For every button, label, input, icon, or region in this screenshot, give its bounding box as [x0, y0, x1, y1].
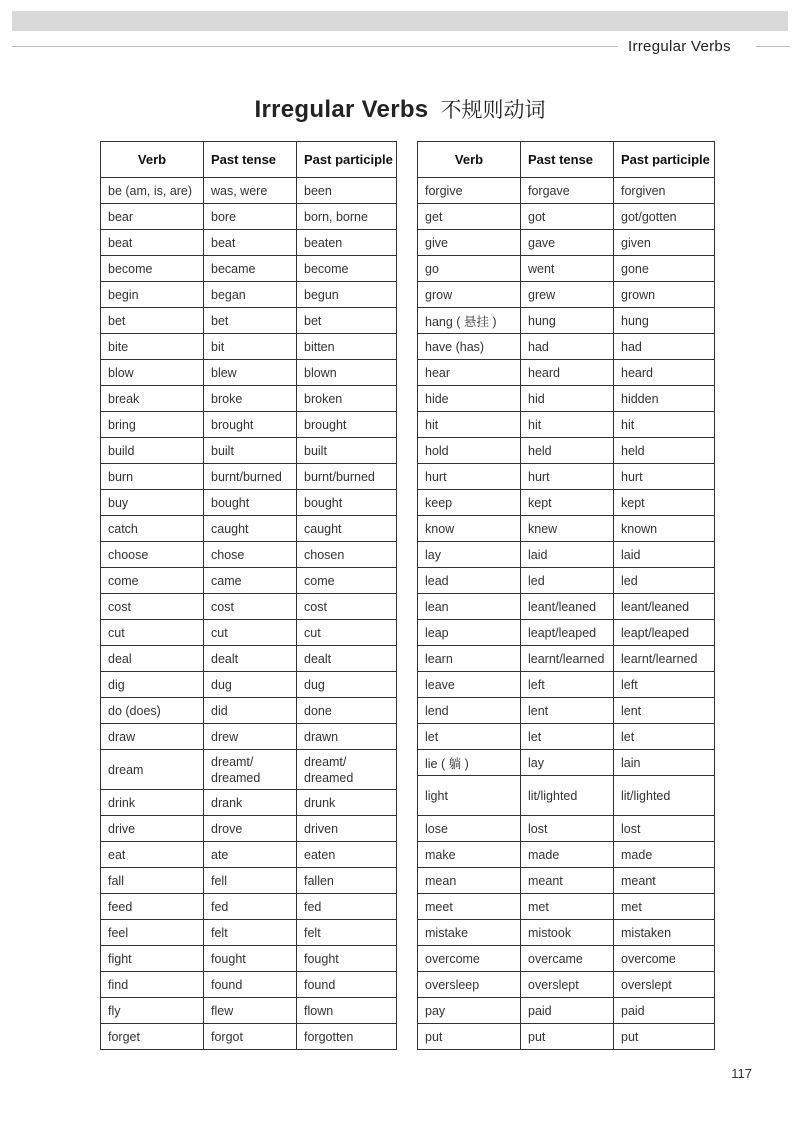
verb-cell: bear [101, 204, 204, 230]
verb-cell: leap [418, 620, 521, 646]
past-tense-cell: went [521, 256, 614, 282]
past-participle-cell: cut [297, 620, 397, 646]
table-row [418, 868, 715, 894]
past-tense-cell: beat [204, 230, 297, 256]
table-row [101, 790, 397, 816]
page-title [0, 94, 800, 124]
table-row [418, 594, 715, 620]
verb-cell: find [101, 972, 204, 998]
past-tense-cell: chose [204, 542, 297, 568]
verb-cell: know [418, 516, 521, 542]
past-participle-cell: brought [297, 412, 397, 438]
verb-cell: make [418, 842, 521, 868]
table-row [418, 438, 715, 464]
verb-table-right [417, 141, 715, 1050]
past-tense-cell: meant [521, 868, 614, 894]
past-tense-cell: did [204, 698, 297, 724]
past-tense-cell: had [521, 334, 614, 360]
past-tense-cell: burnt/burned [204, 464, 297, 490]
table-row [418, 230, 715, 256]
table-row [101, 438, 397, 464]
past-tense-cell: mistook [521, 920, 614, 946]
past-tense-cell: lost [521, 816, 614, 842]
past-participle-cell: hurt [614, 464, 715, 490]
past-participle-cell: had [614, 334, 715, 360]
past-tense-cell: bought [204, 490, 297, 516]
table-row [418, 178, 715, 204]
table-row [101, 490, 397, 516]
past-participle-cell: mistaken [614, 920, 715, 946]
past-tense-cell: found [204, 972, 297, 998]
verb-cell: burn [101, 464, 204, 490]
verb-cell: lean [418, 594, 521, 620]
table-row [418, 998, 715, 1024]
past-participle-cell: grown [614, 282, 715, 308]
table-row [101, 972, 397, 998]
table-row [418, 750, 715, 776]
verb-cell: be (am, is, are) [101, 178, 204, 204]
past-participle-cell: bitten [297, 334, 397, 360]
verb-cell: catch [101, 516, 204, 542]
past-participle-cell: gone [614, 256, 715, 282]
past-participle-cell: dug [297, 672, 397, 698]
past-participle-cell: caught [297, 516, 397, 542]
verb-cell: become [101, 256, 204, 282]
column-header-past-participle: Past participle [297, 142, 397, 178]
past-tense-cell: bet [204, 308, 297, 334]
page-title-chinese: 不规则动词 [440, 98, 546, 122]
past-tense-cell: built [204, 438, 297, 464]
table-row [101, 920, 397, 946]
past-participle-cell: led [614, 568, 715, 594]
verb-cell: mistake [418, 920, 521, 946]
verb-cell: do (does) [101, 698, 204, 724]
past-tense-cell: hit [521, 412, 614, 438]
verb-cell: go [418, 256, 521, 282]
past-participle-cell: eaten [297, 842, 397, 868]
past-tense-cell: left [521, 672, 614, 698]
table-row [418, 816, 715, 842]
table-row [101, 842, 397, 868]
past-tense-cell: got [521, 204, 614, 230]
past-tense-cell: dealt [204, 646, 297, 672]
verb-cell: deal [101, 646, 204, 672]
past-tense-cell: kept [521, 490, 614, 516]
verb-cell: hear [418, 360, 521, 386]
table-row [101, 386, 397, 412]
table-row [418, 204, 715, 230]
past-participle-cell: bought [297, 490, 397, 516]
verb-cell: bring [101, 412, 204, 438]
column-header-past-participle: Past participle [614, 142, 715, 178]
verb-cell: feel [101, 920, 204, 946]
past-participle-cell: lain [614, 750, 715, 776]
table-row [101, 868, 397, 894]
header-rule-right [756, 46, 790, 47]
verb-cell: dig [101, 672, 204, 698]
table-row [101, 724, 397, 750]
table-row [101, 282, 397, 308]
verb-cell: fight [101, 946, 204, 972]
table-row [101, 894, 397, 920]
table-row [418, 412, 715, 438]
running-head: Irregular Verbs [628, 38, 731, 55]
past-participle-cell: drawn [297, 724, 397, 750]
verb-cell: fly [101, 998, 204, 1024]
verb-cell: fall [101, 868, 204, 894]
past-participle-cell: made [614, 842, 715, 868]
verb-cell: forget [101, 1024, 204, 1050]
past-tense-cell: hung [521, 308, 614, 334]
past-tense-cell: held [521, 438, 614, 464]
verb-cell: lie ( 躺 ) [418, 750, 521, 776]
past-participle-cell: lost [614, 816, 715, 842]
table-header-row [418, 142, 715, 178]
past-participle-cell: overslept [614, 972, 715, 998]
past-participle-cell: met [614, 894, 715, 920]
past-participle-cell: hidden [614, 386, 715, 412]
past-tense-cell: drew [204, 724, 297, 750]
past-participle-cell: hit [614, 412, 715, 438]
past-participle-cell: fought [297, 946, 397, 972]
past-tense-cell: became [204, 256, 297, 282]
past-tense-cell: forgave [521, 178, 614, 204]
verb-cell: draw [101, 724, 204, 750]
table-row [101, 568, 397, 594]
verb-cell: lay [418, 542, 521, 568]
past-participle-cell: beaten [297, 230, 397, 256]
past-participle-cell: leapt/leaped [614, 620, 715, 646]
past-participle-cell: chosen [297, 542, 397, 568]
past-tense-cell: drove [204, 816, 297, 842]
past-tense-cell: cost [204, 594, 297, 620]
past-participle-cell: meant [614, 868, 715, 894]
table-row [101, 946, 397, 972]
past-participle-cell: begun [297, 282, 397, 308]
table-row [418, 568, 715, 594]
past-tense-cell: gave [521, 230, 614, 256]
past-tense-cell: brought [204, 412, 297, 438]
past-participle-cell: kept [614, 490, 715, 516]
header-rule-left [12, 46, 618, 47]
verb-cell: break [101, 386, 204, 412]
verb-cell: oversleep [418, 972, 521, 998]
past-participle-cell: flown [297, 998, 397, 1024]
past-participle-cell: forgiven [614, 178, 715, 204]
past-participle-cell: heard [614, 360, 715, 386]
table-row [418, 490, 715, 516]
table-row [418, 620, 715, 646]
verb-cell: lose [418, 816, 521, 842]
verb-cell: light [418, 776, 521, 816]
verb-cell: leave [418, 672, 521, 698]
table-row [101, 750, 397, 790]
past-tense-cell: knew [521, 516, 614, 542]
past-participle-cell: learnt/learned [614, 646, 715, 672]
page-title-english: Irregular Verbs [254, 96, 429, 123]
past-tense-cell: flew [204, 998, 297, 1024]
verb-cell: buy [101, 490, 204, 516]
past-participle-cell: broken [297, 386, 397, 412]
table-row [418, 1024, 715, 1050]
past-participle-cell: done [297, 698, 397, 724]
past-tense-cell: began [204, 282, 297, 308]
verb-table-left [100, 141, 397, 1050]
table-row [418, 946, 715, 972]
verb-cell: cut [101, 620, 204, 646]
past-tense-cell: bit [204, 334, 297, 360]
verb-cell: lend [418, 698, 521, 724]
past-tense-cell: grew [521, 282, 614, 308]
table-row [101, 464, 397, 490]
table-row [418, 646, 715, 672]
table-row [418, 516, 715, 542]
table-row [418, 282, 715, 308]
past-participle-cell: dealt [297, 646, 397, 672]
table-row [101, 204, 397, 230]
table-row [418, 842, 715, 868]
verb-cell: learn [418, 646, 521, 672]
past-tense-cell: dreamt/ dreamed [204, 750, 297, 790]
past-participle-cell: bet [297, 308, 397, 334]
past-tense-cell: hid [521, 386, 614, 412]
past-tense-cell: paid [521, 998, 614, 1024]
past-tense-cell: ate [204, 842, 297, 868]
verb-cell: have (has) [418, 334, 521, 360]
verb-cell: meet [418, 894, 521, 920]
verb-cell: blow [101, 360, 204, 386]
past-tense-cell: felt [204, 920, 297, 946]
past-participle-cell: come [297, 568, 397, 594]
column-header-past-tense: Past tense [521, 142, 614, 178]
past-participle-cell: drunk [297, 790, 397, 816]
past-tense-cell: heard [521, 360, 614, 386]
verb-cell: let [418, 724, 521, 750]
past-tense-cell: broke [204, 386, 297, 412]
verb-cell: eat [101, 842, 204, 868]
table-row [101, 230, 397, 256]
past-participle-cell: overcome [614, 946, 715, 972]
past-tense-cell: made [521, 842, 614, 868]
verb-cell: feed [101, 894, 204, 920]
past-tense-cell: hurt [521, 464, 614, 490]
past-tense-cell: lent [521, 698, 614, 724]
table-row [418, 894, 715, 920]
past-participle-cell: got/gotten [614, 204, 715, 230]
past-participle-cell: fed [297, 894, 397, 920]
verb-cell: choose [101, 542, 204, 568]
past-tense-cell: cut [204, 620, 297, 646]
table-row [101, 816, 397, 842]
past-tense-cell: put [521, 1024, 614, 1050]
verb-cell: forgive [418, 178, 521, 204]
verb-cell: put [418, 1024, 521, 1050]
past-participle-cell: dreamt/ dreamed [297, 750, 397, 790]
past-tense-cell: forgot [204, 1024, 297, 1050]
table-row [101, 360, 397, 386]
verb-cell: dream [101, 750, 204, 790]
table-row [418, 334, 715, 360]
past-participle-cell: burnt/burned [297, 464, 397, 490]
verb-cell: grow [418, 282, 521, 308]
past-participle-cell: born, borne [297, 204, 397, 230]
past-tense-cell: came [204, 568, 297, 594]
verb-cell: build [101, 438, 204, 464]
verb-cell: lead [418, 568, 521, 594]
table-row [418, 256, 715, 282]
table-row [101, 516, 397, 542]
table-row [418, 360, 715, 386]
past-participle-cell: felt [297, 920, 397, 946]
past-participle-cell: given [614, 230, 715, 256]
past-tense-cell: fed [204, 894, 297, 920]
past-tense-cell: leapt/leaped [521, 620, 614, 646]
table-row [101, 178, 397, 204]
verb-cell: bet [101, 308, 204, 334]
past-tense-cell: led [521, 568, 614, 594]
verb-cell: hurt [418, 464, 521, 490]
table-row [418, 308, 715, 334]
column-header-verb: Verb [418, 142, 521, 178]
past-tense-cell: laid [521, 542, 614, 568]
past-participle-cell: left [614, 672, 715, 698]
table-row [101, 646, 397, 672]
verb-cell: mean [418, 868, 521, 894]
past-tense-cell: overcame [521, 946, 614, 972]
past-participle-cell: lent [614, 698, 715, 724]
past-participle-cell: cost [297, 594, 397, 620]
table-row [418, 542, 715, 568]
past-participle-cell: found [297, 972, 397, 998]
verb-cell: bite [101, 334, 204, 360]
table-row [418, 464, 715, 490]
top-gray-bar [12, 11, 788, 31]
verb-cell: cost [101, 594, 204, 620]
table-row [101, 620, 397, 646]
past-tense-cell: learnt/learned [521, 646, 614, 672]
column-header-past-tense: Past tense [204, 142, 297, 178]
table-row [418, 724, 715, 750]
verb-cell: drive [101, 816, 204, 842]
table-row [101, 256, 397, 282]
table-row [418, 386, 715, 412]
verb-cell: overcome [418, 946, 521, 972]
past-participle-cell: lit/lighted [614, 776, 715, 816]
table-row [418, 972, 715, 998]
past-tense-cell: caught [204, 516, 297, 542]
past-tense-cell: dug [204, 672, 297, 698]
verb-cell: hit [418, 412, 521, 438]
past-participle-cell: put [614, 1024, 715, 1050]
table-row [101, 542, 397, 568]
past-tense-cell: drank [204, 790, 297, 816]
past-tense-cell: met [521, 894, 614, 920]
table-row [418, 672, 715, 698]
verb-cell: hide [418, 386, 521, 412]
verb-cell: give [418, 230, 521, 256]
table-row [101, 308, 397, 334]
past-participle-cell: been [297, 178, 397, 204]
verb-cell: keep [418, 490, 521, 516]
table-row [101, 412, 397, 438]
past-participle-cell: forgotten [297, 1024, 397, 1050]
past-tense-cell: bore [204, 204, 297, 230]
column-header-verb: Verb [101, 142, 204, 178]
past-participle-cell: known [614, 516, 715, 542]
past-tense-cell: lit/lighted [521, 776, 614, 816]
past-participle-cell: blown [297, 360, 397, 386]
past-tense-cell: let [521, 724, 614, 750]
table-row [418, 920, 715, 946]
past-tense-cell: fought [204, 946, 297, 972]
past-participle-cell: let [614, 724, 715, 750]
verb-cell: pay [418, 998, 521, 1024]
verb-cell: begin [101, 282, 204, 308]
verb-cell: get [418, 204, 521, 230]
page-number: 117 [731, 1066, 752, 1081]
past-participle-cell: built [297, 438, 397, 464]
verb-cell: beat [101, 230, 204, 256]
past-tense-cell: overslept [521, 972, 614, 998]
verb-cell: hang ( 悬挂 ) [418, 308, 521, 334]
table-row [101, 698, 397, 724]
past-tense-cell: fell [204, 868, 297, 894]
past-tense-cell: blew [204, 360, 297, 386]
verb-cell: drink [101, 790, 204, 816]
table-row [418, 698, 715, 724]
verb-cell: come [101, 568, 204, 594]
past-participle-cell: become [297, 256, 397, 282]
past-tense-cell: lay [521, 750, 614, 776]
table-header-row [101, 142, 397, 178]
table-row [101, 672, 397, 698]
past-participle-cell: driven [297, 816, 397, 842]
past-participle-cell: held [614, 438, 715, 464]
verb-cell: hold [418, 438, 521, 464]
past-participle-cell: paid [614, 998, 715, 1024]
table-row [101, 998, 397, 1024]
table-row [418, 776, 715, 816]
past-participle-cell: fallen [297, 868, 397, 894]
past-participle-cell: laid [614, 542, 715, 568]
past-participle-cell: leant/leaned [614, 594, 715, 620]
past-participle-cell: hung [614, 308, 715, 334]
past-tense-cell: leant/leaned [521, 594, 614, 620]
table-row [101, 334, 397, 360]
table-row [101, 1024, 397, 1050]
table-row [101, 594, 397, 620]
past-tense-cell: was, were [204, 178, 297, 204]
